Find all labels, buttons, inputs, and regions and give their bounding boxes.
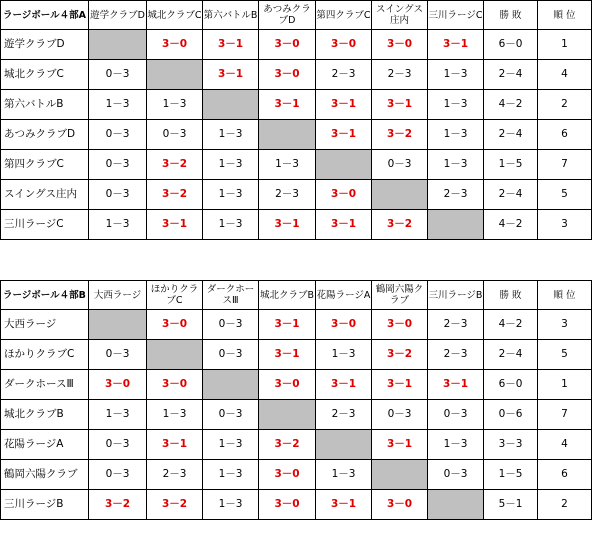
score-cell: 3－0 [147,310,203,340]
score-cell: 3－1 [428,30,484,60]
score-cell: 3－1 [372,90,428,120]
self-match-cell [259,400,316,430]
score-cell: 3－0 [147,30,203,60]
score-cell: 3－2 [259,430,316,460]
win-loss-header: 勝 敗 [484,281,538,310]
rank-cell: 2 [538,490,592,520]
rank-cell: 5 [538,180,592,210]
self-match-cell [147,60,203,90]
column-header: 三川ラージB [428,281,484,310]
team-name: 三川ラージB [1,490,89,520]
rank-cell: 4 [538,430,592,460]
score-cell: 2－3 [316,400,372,430]
score-cell: 0－3 [89,120,147,150]
table-row [1,90,592,120]
score-cell: 3－1 [316,210,372,240]
score-cell: 3－2 [372,120,428,150]
score-cell: 1－3 [259,150,316,180]
team-name: 花陽ラージA [1,430,89,460]
score-cell: 1－3 [428,430,484,460]
score-cell: 1－3 [316,340,372,370]
score-cell: 0－3 [89,430,147,460]
score-cell: 2－3 [372,60,428,90]
score-cell: 0－3 [89,60,147,90]
record-cell: 2－4 [484,340,538,370]
score-cell: 3－1 [316,490,372,520]
score-cell: 3－2 [147,180,203,210]
score-cell: 1－3 [203,150,259,180]
rank-cell: 6 [538,120,592,150]
score-cell: 1－3 [89,400,147,430]
record-cell: 3－3 [484,430,538,460]
score-cell: 0－3 [147,120,203,150]
score-cell: 1－3 [147,400,203,430]
score-cell: 1－3 [89,210,147,240]
team-name: 大西ラージ [1,310,89,340]
self-match-cell [316,150,372,180]
score-cell: 1－3 [203,430,259,460]
team-name: 城北クラブB [1,400,89,430]
score-cell: 3－1 [259,210,316,240]
record-cell: 0－6 [484,400,538,430]
self-match-cell [89,310,147,340]
score-cell: 3－0 [372,30,428,60]
score-cell: 3－1 [372,370,428,400]
table-row [1,30,592,60]
score-cell: 0－3 [89,340,147,370]
score-cell: 0－3 [372,400,428,430]
self-match-cell [203,90,259,120]
score-cell: 3－0 [259,490,316,520]
score-cell: 3－1 [316,90,372,120]
record-cell: 1－5 [484,460,538,490]
record-cell: 2－4 [484,120,538,150]
score-cell: 2－3 [428,340,484,370]
team-name: あつみクラブD [1,120,89,150]
record-cell: 2－4 [484,180,538,210]
record-cell: 6－0 [484,370,538,400]
column-header: 城北クラブB [259,281,316,310]
score-cell: 3－0 [259,370,316,400]
score-cell: 2－3 [428,310,484,340]
table-row [1,150,592,180]
team-name: 遊学クラブD [1,30,89,60]
score-cell: 3－2 [147,490,203,520]
score-cell: 1－3 [316,460,372,490]
score-cell: 1－3 [147,90,203,120]
score-cell: 3－0 [259,460,316,490]
score-cell: 3－1 [372,430,428,460]
record-cell: 4－2 [484,90,538,120]
score-cell: 3－1 [259,340,316,370]
self-match-cell [428,210,484,240]
team-name: 第六バトルB [1,90,89,120]
header-row [1,1,592,30]
score-cell: 3－1 [203,30,259,60]
score-cell: 1－3 [203,120,259,150]
team-name: ほかりクラブC [1,340,89,370]
score-cell: 0－3 [203,340,259,370]
self-match-cell [428,490,484,520]
record-cell: 2－4 [484,60,538,90]
score-cell: 2－3 [147,460,203,490]
score-cell: 3－0 [316,30,372,60]
rank-cell: 4 [538,60,592,90]
score-cell: 3－1 [316,120,372,150]
score-cell: 1－3 [203,210,259,240]
team-name: 鶴岡六陽クラブ [1,460,89,490]
score-cell: 1－3 [203,490,259,520]
header-row [1,281,592,310]
score-cell: 0－3 [203,310,259,340]
record-cell: 1－5 [484,150,538,180]
score-cell: 1－3 [203,180,259,210]
column-header: あつみクラブD [259,1,316,30]
rank-cell: 6 [538,460,592,490]
record-cell: 6－0 [484,30,538,60]
score-cell: 1－3 [428,90,484,120]
self-match-cell [372,460,428,490]
score-cell: 0－3 [428,460,484,490]
score-cell: 0－3 [89,180,147,210]
team-name: スイングス庄内 [1,180,89,210]
column-header: スイングス庄内 [372,1,428,30]
score-cell: 0－3 [89,460,147,490]
self-match-cell [372,180,428,210]
rank-header: 順 位 [538,281,592,310]
self-match-cell [147,340,203,370]
team-name: 第四クラブC [1,150,89,180]
table-row [1,340,592,370]
self-match-cell [316,430,372,460]
score-cell: 1－3 [428,120,484,150]
rank-cell: 2 [538,90,592,120]
table-title: ラージボール４部A [1,1,89,30]
score-cell: 3－0 [259,60,316,90]
score-cell: 2－3 [316,60,372,90]
league-table-b [0,280,592,520]
column-header: ほかりクラブC [147,281,203,310]
score-cell: 1－3 [428,60,484,90]
score-cell: 3－0 [259,30,316,60]
score-cell: 3－0 [372,490,428,520]
team-name: 城北クラブC [1,60,89,90]
league-table-a [0,0,592,240]
team-name: 三川ラージC [1,210,89,240]
table-row [1,490,592,520]
score-cell: 3－1 [147,430,203,460]
score-cell: 3－2 [147,150,203,180]
self-match-cell [89,30,147,60]
table-row [1,120,592,150]
score-cell: 0－3 [203,400,259,430]
table-row [1,180,592,210]
score-cell: 3－2 [372,210,428,240]
score-cell: 3－2 [89,490,147,520]
table-row [1,430,592,460]
column-header: 遊学クラブD [89,1,147,30]
score-cell: 3－0 [372,310,428,340]
score-cell: 0－3 [428,400,484,430]
score-cell: 1－3 [203,460,259,490]
record-cell: 4－2 [484,210,538,240]
table-row [1,210,592,240]
score-cell: 0－3 [372,150,428,180]
rank-cell: 3 [538,310,592,340]
column-header: ダークホースⅢ [203,281,259,310]
column-header: 第四クラブC [316,1,372,30]
table-title: ラージボール４部B [1,281,89,310]
score-cell: 3－1 [147,210,203,240]
rank-header: 順 位 [538,1,592,30]
column-header: 鶴岡六陽クラブ [372,281,428,310]
rank-cell: 1 [538,30,592,60]
self-match-cell [203,370,259,400]
column-header: 城北クラブC [147,1,203,30]
record-cell: 4－2 [484,310,538,340]
table-row [1,400,592,430]
rank-cell: 5 [538,340,592,370]
score-cell: 1－3 [89,90,147,120]
score-cell: 0－3 [89,150,147,180]
score-cell: 2－3 [259,180,316,210]
team-name: ダークホースⅢ [1,370,89,400]
score-cell: 3－0 [147,370,203,400]
rank-cell: 1 [538,370,592,400]
table-row [1,310,592,340]
score-cell: 3－0 [316,310,372,340]
score-cell: 3－1 [316,370,372,400]
score-cell: 3－0 [316,180,372,210]
table-row [1,460,592,490]
column-header: 花陽ラージA [316,281,372,310]
score-cell: 3－1 [259,310,316,340]
rank-cell: 7 [538,400,592,430]
column-header: 三川ラージC [428,1,484,30]
column-header: 第六バトルB [203,1,259,30]
score-cell: 3－0 [89,370,147,400]
score-cell: 3－1 [259,90,316,120]
table-row [1,370,592,400]
table-row [1,60,592,90]
score-cell: 3－1 [428,370,484,400]
rank-cell: 3 [538,210,592,240]
score-cell: 2－3 [428,180,484,210]
score-cell: 3－2 [372,340,428,370]
rank-cell: 7 [538,150,592,180]
win-loss-header: 勝 敗 [484,1,538,30]
score-cell: 1－3 [428,150,484,180]
record-cell: 5－1 [484,490,538,520]
self-match-cell [259,120,316,150]
score-cell: 3－1 [203,60,259,90]
column-header: 大西ラージ [89,281,147,310]
